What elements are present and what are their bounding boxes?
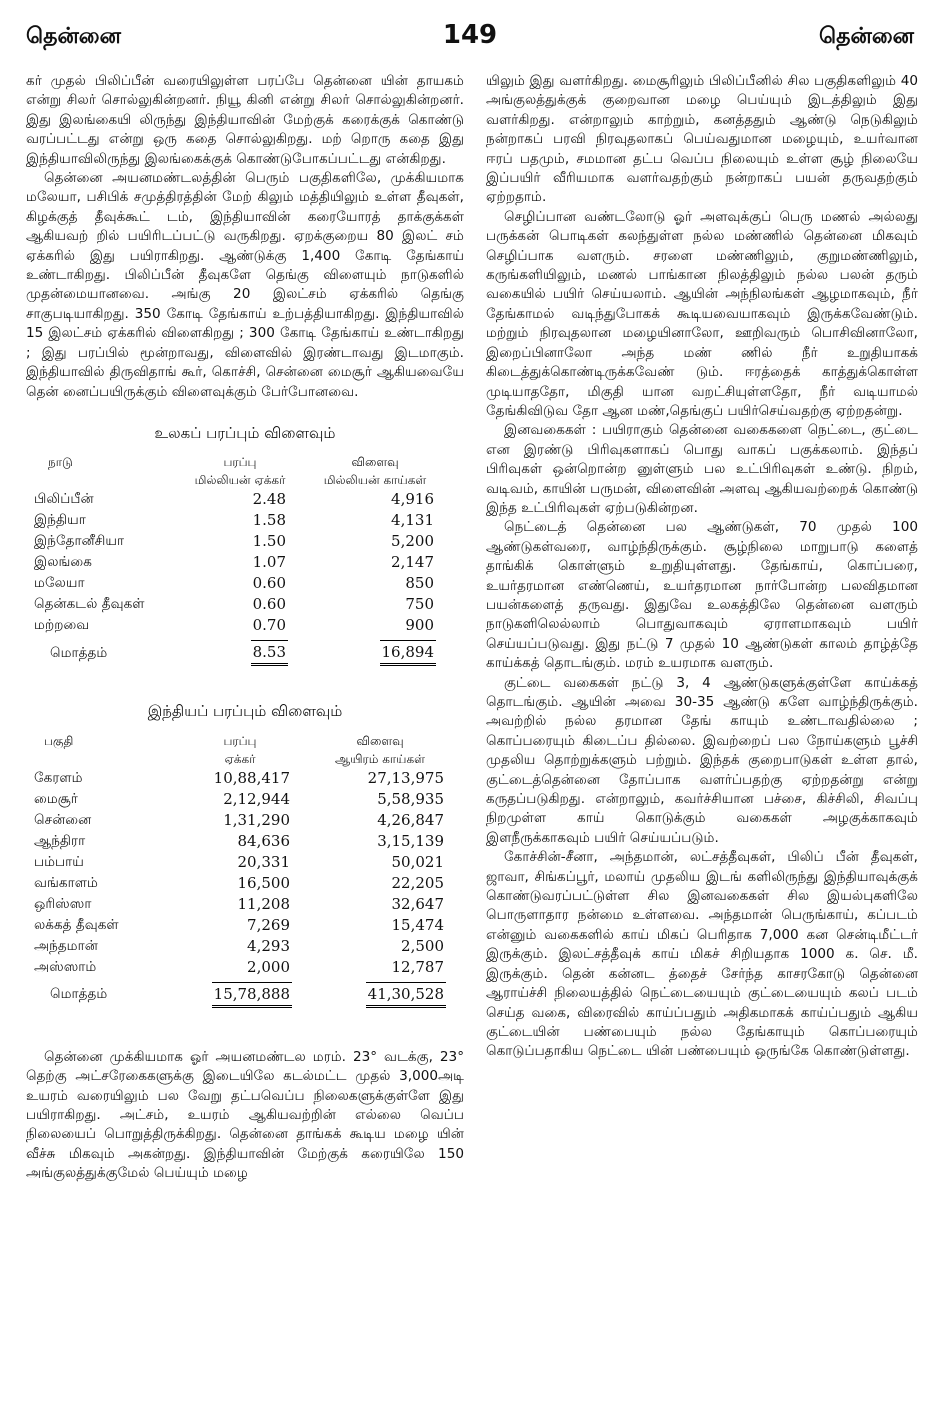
right-column — [486, 72, 918, 1062]
table-cell: 4,131 — [391, 511, 434, 530]
table-cell: 4,293 — [247, 936, 290, 955]
table-row — [30, 768, 460, 789]
table-cell: 1,31,290 — [223, 810, 290, 829]
table-header: நாடு — [48, 455, 73, 470]
table-row — [30, 810, 460, 831]
table-row — [30, 615, 450, 636]
table-cell: 41,30,528 — [366, 982, 446, 1008]
table-header: பகுதி — [44, 733, 74, 748]
table-row — [30, 936, 460, 957]
table-cell: 16,500 — [237, 873, 290, 892]
india-table — [30, 732, 460, 1008]
table-cell: 12,787 — [391, 957, 444, 976]
table-row — [30, 852, 460, 873]
table-cell: 1.07 — [252, 553, 286, 572]
table-cell: பம்பாய் — [34, 853, 84, 870]
table-cell: மலேயா — [34, 575, 85, 592]
table-cell: மைசூர் — [34, 790, 78, 807]
table-subheader: ஏக்கர் — [224, 751, 256, 766]
table-subheader: மில்லியன் ஏக்கர் — [194, 473, 286, 488]
table-cell: 2,12,944 — [223, 789, 290, 808]
table-header: விளைவு — [356, 733, 404, 748]
table-cell: 850 — [405, 574, 434, 593]
table-cell: கேரளம் — [34, 769, 83, 786]
table-cell: வங்காளம் — [34, 874, 98, 891]
table-header: பரப்பு — [223, 455, 257, 470]
table-cell: 16,894 — [380, 640, 437, 666]
table-cell: 10,88,417 — [213, 768, 290, 787]
table-cell: 11,208 — [237, 894, 290, 913]
table-cell: 8.53 — [251, 640, 288, 666]
table-header: பரப்பு — [223, 733, 257, 748]
table-cell: 50,021 — [391, 852, 444, 871]
table-cell: 2,000 — [247, 957, 290, 976]
table-cell: 27,13,975 — [367, 768, 444, 787]
table-row — [30, 831, 460, 852]
header-left-title: தென்னை — [26, 24, 121, 49]
table-row — [30, 531, 450, 552]
table-cell: 900 — [405, 616, 434, 635]
table-cell: 4,26,847 — [377, 810, 444, 829]
table-row — [30, 789, 460, 810]
table-cell: இலங்கை — [34, 554, 92, 571]
world-table-title: உலகப் பரப்பும் விளைவும் — [154, 423, 336, 442]
paragraph: கர் முதல் பிலிப்பீன் வரையிலுள்ள பரப்பே தென்னை யின் தாயகம் என்று சிலர் சொல்லுகின்றனர். நியூ கினி என்று சிலர் சொல்லுகின்றனர். இது இலங்கையி லிருந்து இந்தியாவின் மேற்குக் கரைக்குக் கொண்டு வரப்பட்டது என்று ஒரு கதை சொல்லுகிறது. மற் றொரு கதை இது இந்தியாவிலிருந்து இலங்கைக்குக் கொண்டுபோகப்பட்டது என்கிறது. — [26, 73, 464, 167]
table-row — [30, 552, 450, 573]
table-cell: 5,200 — [391, 532, 434, 551]
paragraph: யிலும் இது வளர்கிறது. மைசூரிலும் பிலிப்பீனில் சில பகுதிகளிலும் 40 அங்குலத்துக்குக் குறைவான மழை பெய்யும் இடத்திலும் இது வளர்கிறது. என்றாலும் காற்றும், கனத்ததும் ஆண்டு நெடுகிலும் நன்றாகப் பரவி நிரவுதலாகப் பெய்வதுமான மழையும், உயர்வான ஈரப் பதமும், சமமான தட்ப வெப்ப நிலையும் உள்ள சூழ் நிலையே இப்பயிர் வீரியமாக வளர்வதற்கும் நன்றாகப் பயன் தருவதற்கும் ஏற்றதாம். — [486, 73, 918, 206]
table-cell: ஆந்திரா — [34, 832, 86, 849]
table-cell: இந்தோனீசியா — [34, 533, 125, 550]
paragraph: இனவகைகள் : பயிராகும் தென்னை வகைகளை நெட்டை, குட்டை என இரண்டு பிரிவுகளாகப் பொது வாகப் பகுக்கலாம். இந்தப் பிரிவுகள் ஒன்றொன்ற னுள்ளும் பல உட்பிரிவுகள் உண்டு. நிறம், வடிவம், காயின் பருமன், விளைவின் அளவு ஆகியவற்றைக் கொண்டு இந்த உட்பிரிவுகள் ஏற்படுகின்றன. — [486, 422, 918, 516]
table-total-row — [30, 636, 450, 666]
table-cell: அந்தமான் — [34, 937, 98, 954]
paragraph: கோச்சின்-சீனா, அந்தமான், லட்சத்தீவுகள், பிலிப் பீன் தீவுகள், ஜாவா, சிங்கப்பூர், மலாய் முதலிய இடங் களிலிருந்து இந்தியாவுக்குக் கொண்டுவரப்பட்டுள்ள சில இனவகைகள் சில இயல்புகளிலே பொருளாதார நன்மை உள்ளவை. அந்தமான் பெருங்காய், கப்படம் என்னும் வகைகளில் காய் மிகப் பெரிதாக 7,000 கன சென்டிமீட்டர் இருக்கும். இலட்சத்தீவுக் காய் மிகச் சிறியதாக 1000 க. செ. மீ. இருக்கும். தென் கன்னட த்தைச் சேர்ந்த காசரகோடு தென்னை ஆராய்ச்சி நிலையத்தில் நெட்டையையும் குட்டையையும் கலப் படம் செய்த வகை, விரைவில் காய்ப்பதும் அதிகமாகக் காய்ப்பதும் ஆகிய குட்டையின் பண்பையும் நல்ல தேங்காயும் கொப்பரையும் கொடுப்பதாகிய நெட்டை யின் பண்பையும் ஒருங்கே கொண்டுள்ளது. — [486, 849, 918, 1060]
table-cell: அஸ்ஸாம் — [34, 958, 97, 975]
paragraph: நெட்டைத் தென்னை பல ஆண்டுகள், 70 முதல் 100 ஆண்டுகள்வரை, வாழ்ந்திருக்கும். சூழ்நிலை மாறுபாடு களைத் தாங்கிக் கொள்ளும் உறுதியுள்ளது. தேங்காய், கொப்பரை, உயர்தரமான எண்ணெய், உயர்தரமான நார்போன்ற பலவிதமான பயன்களைத் தருவது. இதுவே உலகத்திலே தென்னை வளரும் நாடுகளிலெல்லாம் பொதுவாகவும் ஏராளமாகவும் பயிர் செய்யப்படுவது. இது நட்டு 7 முதல் 10 ஆண்டுகள் காலம் தாழ்த்தே காய்க்கத் தொடங்கும். மரம் உயரமாக வளரும். — [486, 519, 918, 672]
table-cell: மற்றவை — [34, 617, 90, 634]
table-row — [30, 873, 460, 894]
paragraph: குட்டை வகைகள் நட்டு 3, 4 ஆண்டுகளுக்குள்ளே காய்க்கத் தொடங்கும். ஆயின் அவை 30-35 ஆண்டு களே வாழ்ந்திருக்கும். அவற்றில் நல்ல தரமான தேங் காயும் உண்டாவதில்லை ; கொப்பரையும் கிடைப்ப தில்லை. இவற்றைப் பல நோய்களும் பூச்சி முதலிய தொற்றுக்களும் பற்றும். இந்தக் குறைபாடுகள் உள்ள தால், குட்டைத்தென்னை தோப்பாக வளர்ப்பதற்கு ஏற்றதன்று என்று கருதப்படுகிறது. என்றாலும், கவர்ச்சியான பச்சை, கிச்சிலி, சிவப்பு நிறமுள்ள காய் கொடுக்கும் வகைகள் அழகுக்காகவும் இளநீருக்காகவும் பயிர் செய்யப்படும். — [486, 674, 918, 846]
table-cell: 4,916 — [391, 490, 434, 509]
paragraph: செழிப்பான வண்டலோடு ஓர் அளவுக்குப் பெரு மணல் அல்லது பருக்கன் பொடிகள் கலந்துள்ள நல்ல மண்ணில் தென்னை மிகவும் செழிப்பாக வளரும். சரளை மண்ணிலும், குறுமண்ணிலும், கருங்களியிலும், மணல் பாங்கான நிலத்திலும் நல்ல பலன் தரும் வகையில் பயிர் செய்யலாம். ஆயின் அந்நிலங்கள் ஆழமாகவும், நீர் தேங்காமல் வடிந்துபோகக் கூடியவையாகவும் இருக்கவேண்டும். மற்றும் நிரவுதலான மழையினாலோ, ஊறிவரும் பொசிவினாலோ, இறைப்பினாலோ அந்த மண் ணில் நீர் உறுதியாகக் கிடைத்துக்கொண்டிருக்கவேண் டும். ஈரத்தைக் காத்துக்கொள்ள முடியாததோ, மிகுதி யான வறட்சியுள்ளதோ, நீர் வடியாமல் தேங்கிவிடுவ தோ ஆன மண்,தெங்குப் பயிர்செய்வதற்கு ஏற்றதன்று. — [486, 208, 918, 419]
table-row — [30, 510, 450, 531]
table-cell: 0.60 — [252, 574, 286, 593]
table-cell: தென்கடல் தீவுகள் — [34, 596, 145, 613]
table-cell: 750 — [405, 595, 434, 614]
table-cell: லக்கத் தீவுகள் — [34, 916, 119, 933]
table-cell: சென்னை — [34, 811, 92, 828]
table-cell: 1.58 — [252, 511, 286, 530]
table-row — [30, 573, 450, 594]
table-row — [30, 894, 460, 915]
table-cell: 0.70 — [252, 616, 286, 635]
table-cell: ஒரிஸ்ஸா — [34, 895, 92, 912]
table-cell: பிலிப்பீன் — [34, 491, 94, 508]
table-cell: 22,205 — [391, 873, 444, 892]
table-cell: 3,15,139 — [377, 831, 444, 850]
table-cell: மொத்தம் — [50, 644, 108, 661]
table-cell: 5,58,935 — [377, 789, 444, 808]
table-total-row — [30, 978, 460, 1008]
table-cell: 32,647 — [391, 894, 444, 913]
table-cell: 15,474 — [391, 915, 444, 934]
table-cell: 20,331 — [237, 852, 290, 871]
left-column — [26, 72, 464, 1184]
table-row — [30, 489, 450, 510]
page-number: 149 — [442, 20, 498, 50]
header-right-title: தென்னை — [819, 24, 914, 49]
table-cell: 15,78,888 — [212, 982, 292, 1008]
table-cell: 2,500 — [401, 936, 444, 955]
paragraph: தென்னை அயனமண்டலத்தின் பெரும் பகுதிகளிலே, முக்கியமாக மலேயா, பசிபிக் சமுத்திரத்தின் மேற் கிலும் மத்தியிலும் உள்ள தீவுகள், கிழக்குத் தீவுக்கூட் டம், இந்தியாவின் கரையோரத் தாக்குக்கள் ஆகியவற் றில் பயிரிடப்பட்டு வருகிறது. ஏறக்குறைய 80 இலட் சம் ஏக்கரில் இது பயிராகிறது. ஆண்டுக்கு 1,400 கோடி தேங்காய் உண்டாகிறது. பிலிப்பீன் தீவுகளே தெங்கு விளையும் நாடுகளில் முதன்மையானவை. அங்கு 20 இலட்சம் ஏக்கரில் தெங்கு சாகுபடியாகிறது. 350 கோடி தேங்காய் உற்பத்தியாகிறது. இந்தியாவில் 15 இலட்சம் ஏக்கரில் விளைகிறது ; 300 கோடி தேங்காய் உண்டாகிறது ; இது பரப்பில் மூன்றாவது, விளைவில் இரண்டாவது இடமாகும். இந்தியாவில் திருவிதாங் கூர், கொச்சி, சென்னை மைசூர் ஆகியவையே தென் னைப்பயிருக்கும் விளைவுக்கும் பேர்போனவை. — [26, 170, 464, 400]
table-subheader: மில்லியன் காய்கள் — [323, 473, 427, 488]
table-cell: 2.48 — [252, 490, 286, 509]
table-row — [30, 594, 450, 615]
india-table-title: இந்தியப் பரப்பும் விளைவும் — [147, 702, 343, 721]
table-row — [30, 915, 460, 936]
table-cell: 84,636 — [237, 831, 290, 850]
paragraph: தென்னை முக்கியமாக ஓர் அயனமண்டல மரம். 23° வடக்கு, 23° தெற்கு அட்சரேகைகளுக்கு இடையிலே கடல்மட்ட முதல் 3,000அடி உயரம் வரையிலும் பல வேறு தட்பவெப்ப நிலைகளுக்குள்ளே இது பயிராகிறது. அட்சம், உயரம் ஆகியவற்றின் எல்லை வெப்ப நிலையைப் பொறுத்திருக்கிறது. தென்னை தாங்கக் கூடிய மழை யின் வீச்சு மிகவும் அகன்றது. இந்தியாவின் மேற்குக் கரையிலே 150 அங்குலத்துக்குமேல் பெய்யும் மழை — [26, 1048, 464, 1182]
table-subheader: ஆயிரம் காய்கள் — [335, 751, 425, 766]
table-cell: இந்தியா — [34, 512, 86, 529]
table-row — [30, 957, 460, 978]
table-header: விளைவு — [351, 455, 399, 470]
table-cell: 1.50 — [252, 532, 286, 551]
table-cell: 7,269 — [247, 915, 290, 934]
table-cell: 2,147 — [391, 553, 434, 572]
table-cell: 0.60 — [252, 595, 286, 614]
table-cell: மொத்தம் — [50, 986, 108, 1003]
world-table — [30, 453, 450, 666]
